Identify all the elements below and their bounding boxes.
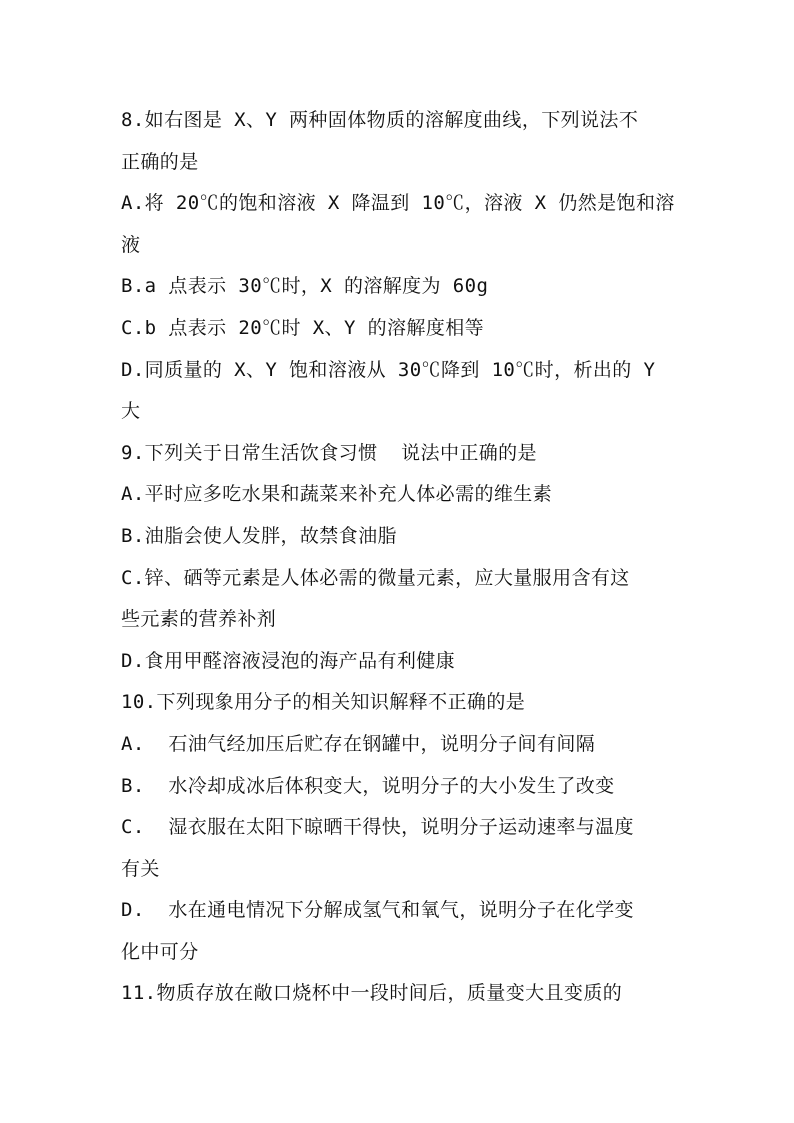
q10-option-b: B. 水冷却成冰后体积变大，说明分子的大小发生了改变 <box>121 774 615 797</box>
q10-stem: 10.下列现象用分子的相关知识解释不正确的是 <box>121 691 526 714</box>
q9-option-c-line-2: 些元素的营养补剂 <box>121 608 277 631</box>
q9-option-d: D.食用甲醛溶液浸泡的海产品有利健康 <box>121 649 456 672</box>
q8-option-c: C.b 点表示 20℃时 X、Y 的溶解度相等 <box>121 316 485 339</box>
q9-option-b: B.油脂会使人发胖，故禁食油脂 <box>121 524 397 547</box>
q8-stem-line-1: 8.如右图是 X、Y 两种固体物质的溶解度曲线，下列说法不 <box>121 109 639 131</box>
q8-option-a-line-1: A.将 20℃的饱和溶液 X 降温到 10℃，溶液 X 仍然是饱和溶 <box>121 192 675 215</box>
q9-stem: 9.下列关于日常生活饮食习惯 说法中正确的是 <box>121 441 537 464</box>
q8-option-a-line-2: 液 <box>121 233 141 256</box>
q10-option-d-line-2: 化中可分 <box>121 940 199 963</box>
q10-option-a: A. 石油气经加压后贮存在钢罐中，说明分子间有间隔 <box>121 732 596 755</box>
q10-option-c-line-1: C. 湿衣服在太阳下晾晒干得快，说明分子运动速率与温度 <box>121 816 634 839</box>
q9-option-c-line-1: C.锌、硒等元素是人体必需的微量元素，应大量服用含有这 <box>121 566 630 589</box>
q8-option-b: B.a 点表示 30℃时，X 的溶解度为 60g <box>121 275 489 298</box>
q8-stem-line-2: 正确的是 <box>121 150 199 173</box>
q8-option-d-line-2: 大 <box>121 400 141 423</box>
document-body <box>121 100 681 1015</box>
q9-option-a: A.平时应多吃水果和蔬菜来补充人体必需的维生素 <box>121 483 553 506</box>
q8-option-d-line-1: D.同质量的 X、Y 饱和溶液从 30℃降到 10℃时，析出的 Y <box>121 358 656 381</box>
q10-option-c-line-2: 有关 <box>121 857 160 880</box>
q11-stem-line-1: 11.物质存放在敞口烧杯中一段时间后，质量变大且变质的 <box>121 982 623 1005</box>
q10-option-d-line-1: D. 水在通电情况下分解成氢气和氧气，说明分子在化学变 <box>121 899 634 922</box>
